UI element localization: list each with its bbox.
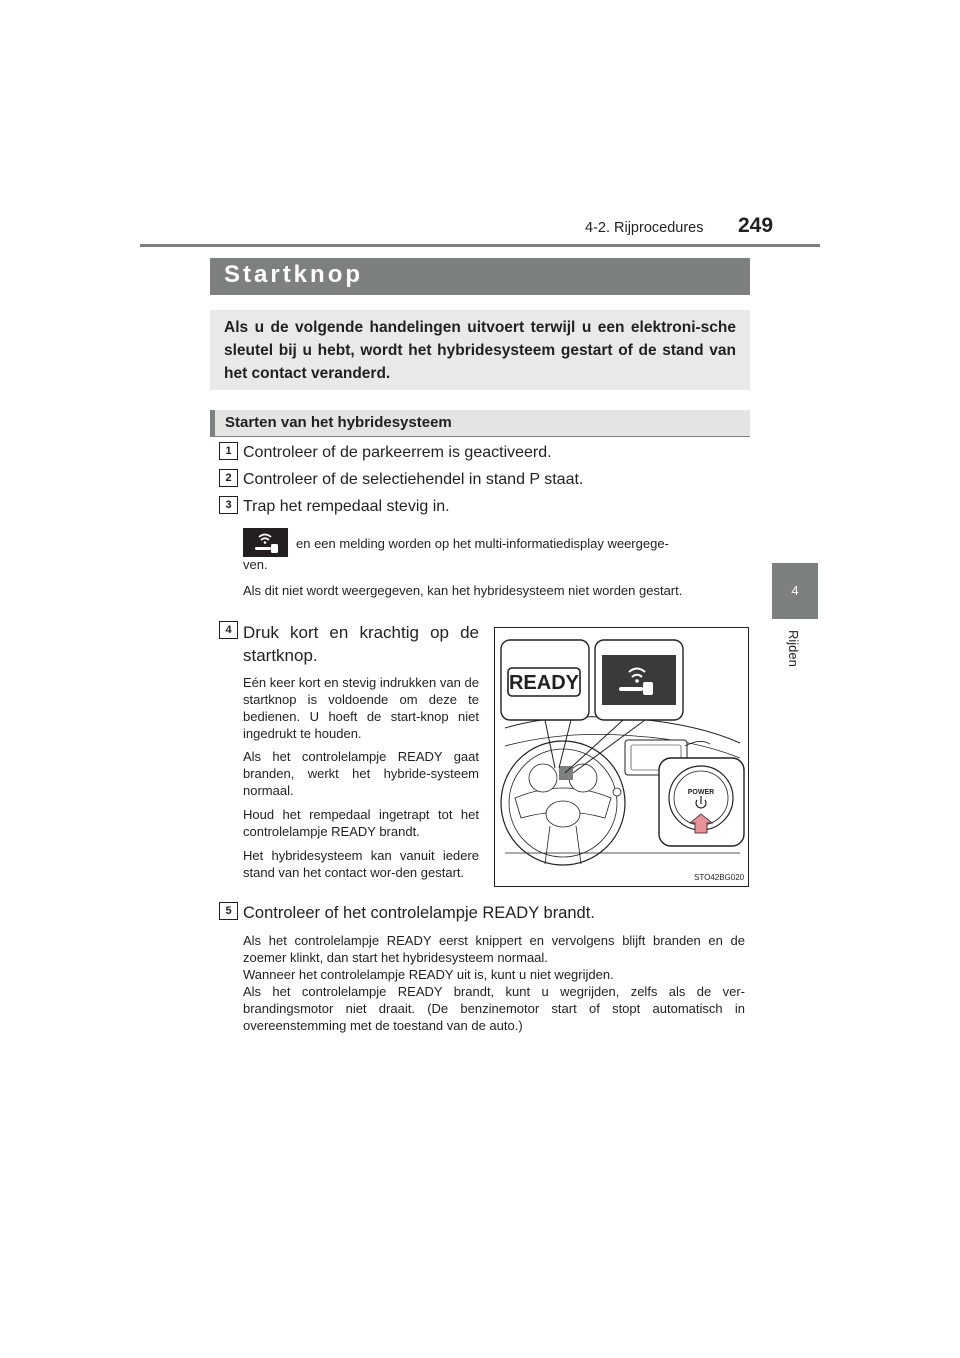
section-subheading (210, 410, 750, 437)
step-1-text: Controleer of de parkeerrem is geactiveerd. (243, 444, 552, 461)
step-4-note-2: Als het controlelampje READY gaat branden, werkt het hybride-systeem normaal. (243, 749, 479, 798)
illustration-code: STO42BG020 (694, 873, 745, 882)
dashboard-illustration (494, 627, 749, 887)
step-number-5: 5 (219, 902, 238, 920)
chapter-tab: 4 (772, 563, 818, 619)
step-3-note-line2: ven. (243, 557, 268, 572)
intro-box (210, 310, 750, 390)
page-title: Startknop (224, 261, 364, 288)
step-3-note-line1: en een melding worden op het multi-informatiedisplay weergege- (296, 536, 669, 551)
step-4-note-3: Houd het rempedaal ingetrapt tot het controlelampje READY brandt. (243, 807, 479, 839)
step-4-text-line2: startknop. (243, 646, 318, 665)
step-number-2: 2 (219, 469, 238, 487)
subheading-text: Starten van het hybridesysteem (225, 414, 452, 431)
ready-label: READY (508, 672, 580, 694)
page-title-bar (210, 258, 750, 295)
intro-text: Als u de volgende handelingen uitvoert terwijl u een elektroni-sche sleutel bij u hebt, wordt het hybridesysteem gestart of de stand van het contact veranderd. (224, 319, 736, 382)
step-3-text: Trap het rempedaal stevig in. (243, 498, 450, 515)
step-5-text: Controleer of het controlelampje READY brandt. (243, 904, 595, 922)
step-5-note-1: Als het controlelampje READY eerst knippert en vervolgens blijft branden en de zoemer klinkt, dan start het hybridesysteem normaal. (243, 933, 745, 965)
step-number-3: 3 (219, 496, 238, 514)
header-rule (140, 244, 820, 247)
power-label: POWER (687, 789, 715, 796)
subheading-marker (210, 410, 215, 436)
step-5-note-2: Wanneer het controlelampje READY uit is, kunt u niet wegrijden. (243, 967, 614, 982)
step-number-4: 4 (219, 621, 238, 639)
step-5-note-3: Als het controlelampje READY brandt, kunt u wegrijden, zelfs als de ver-brandingsmotor niet draait. (De benzinemotor start of stopt automatisch in overeenstemming met de toestand van de auto.) (243, 984, 745, 1033)
chapter-side-label (772, 626, 818, 676)
step-4-note-1: Eén keer kort en stevig indrukken van de startknop is voldoende om deze te bedienen. U hoeft de start-knop niet ingedrukt te houden. (243, 675, 479, 741)
header-section: 4-2. Rijprocedures (585, 220, 704, 236)
page-number: 249 (738, 214, 774, 237)
step-3-warning: Als dit niet wordt weergegeven, kan het hybridesysteem niet worden gestart. (243, 583, 683, 598)
step-4-note-4: Het hybridesysteem kan vanuit iedere stand van het contact wor-den gestart. (243, 848, 479, 880)
step-number-1: 1 (219, 442, 238, 460)
chapter-label-text: Rijden (786, 630, 801, 667)
key-indicator-icon (243, 528, 288, 557)
step-2-text: Controleer of de selectiehendel in stand P staat. (243, 471, 584, 488)
step-4-text-line1: Druk kort en krachtig op de (243, 623, 479, 642)
